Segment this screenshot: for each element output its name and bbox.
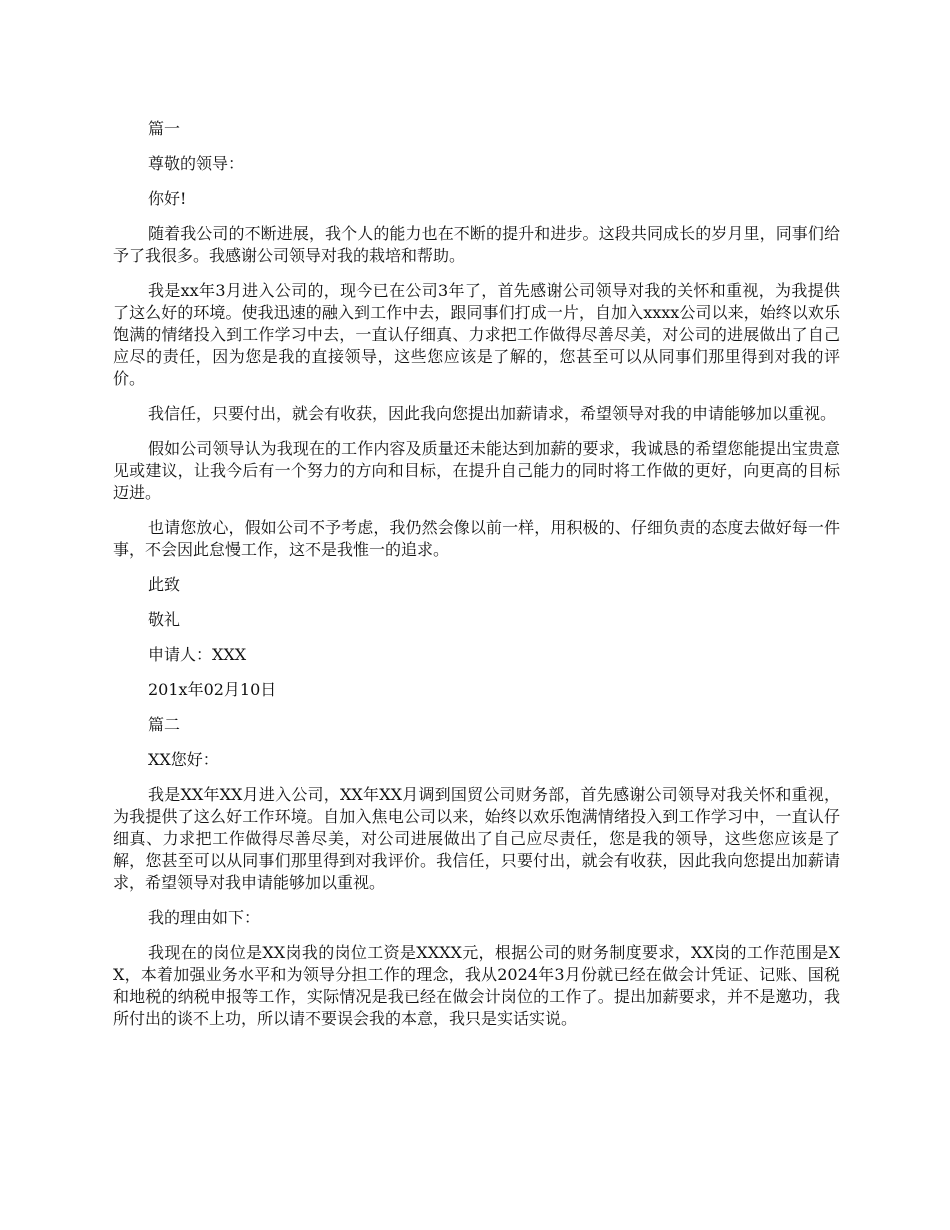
section2-paragraph: 我的理由如下： <box>148 908 261 927</box>
section1-paragraph: 随着我公司的不断进展，我个人的能力也在不断的提升和进步。这段共同成长的岁月里，同事们给予了我很多。我感谢公司领导对我的栽培和帮助。 <box>113 224 840 265</box>
section1-greeting: 你好! <box>148 189 187 208</box>
section1-paragraph: 也请您放心，假如公司不予考虑，我仍然会像以前一样，用积极的、仔细负责的态度去做好每一件事，不会因此怠慢工作，这不是我惟一的追求。 <box>113 518 840 559</box>
closing-line-2: 敬礼 <box>148 610 181 629</box>
section1-paragraph: 我信任，只要付出，就会有收获，因此我向您提出加薪请求，希望领导对我的申请能够加以重视。 <box>148 404 837 423</box>
section2-paragraph: 我是XX年XX月进入公司，XX年XX月调到国贸公司财务部，首先感谢公司领导对我关怀和重视，为我提供了这么好工作环境。自加入焦电公司以来，始终以欢乐饱满情绪投入到工作学习中，一直认仔细真、力求把工作做得尽善尽美，对公司进展做出了自己应尽责任，您是我的领导，这些您应该是了解，您甚至可以从同事们那里得到对我评价。我信任，只要付出，就会有收获，因此我向您提出加薪请求，希望领导对我申请能够加以重视。 <box>113 785 840 892</box>
section1-salutation: 尊敬的领导： <box>148 154 245 173</box>
section2-paragraph: 我现在的岗位是XX岗我的岗位工资是XXXX元，根据公司的财务制度要求，XX岗的工作范围是XX，本着加强业务水平和为领导分担工作的理念，我从2024年3月份就已经在做会计凭证、记账、国税和地税的纳税申报等工作，实际情况是我已经在做会计岗位的工作了。提出加薪要求，并不是邀功，我所付出的谈不上功，所以请不要误会我的本意，我只是实话实说。 <box>113 943 840 1028</box>
section2-salutation: XX您好： <box>148 750 219 769</box>
applicant-line: 申请人：XXX <box>148 645 247 664</box>
section1-paragraph: 我是xx年3月进入公司的，现今已在公司3年了，首先感谢公司领导对我的关怀和重视，为我提供了这么好的环境。使我迅速的融入到工作中去，跟同事们打成一片，自加入xxxx公司以来，始终以欢乐饱满的情绪投入到工作学习中去，一直认仔细真、力求把工作做得尽善尽美，对公司的进展做出了自己应尽的责任，因为您是我的直接领导，这些您应该是了解的，您甚至可以从同事们那里得到对我的评价。 <box>113 281 840 388</box>
document-page <box>113 118 840 1043</box>
closing-line-1: 此致 <box>148 575 181 594</box>
section1-heading: 篇一 <box>148 119 181 138</box>
section2-heading: 篇二 <box>148 715 181 734</box>
section1-paragraph: 假如公司领导认为我现在的工作内容及质量还未能达到加薪的要求，我诚恳的希望您能提出宝贵意见或建议，让我今后有一个努力的方向和目标，在提升自己能力的同时将工作做的更好，向更高的目标迈进。 <box>113 439 840 502</box>
date-line: 201x年02月10日 <box>148 680 277 699</box>
